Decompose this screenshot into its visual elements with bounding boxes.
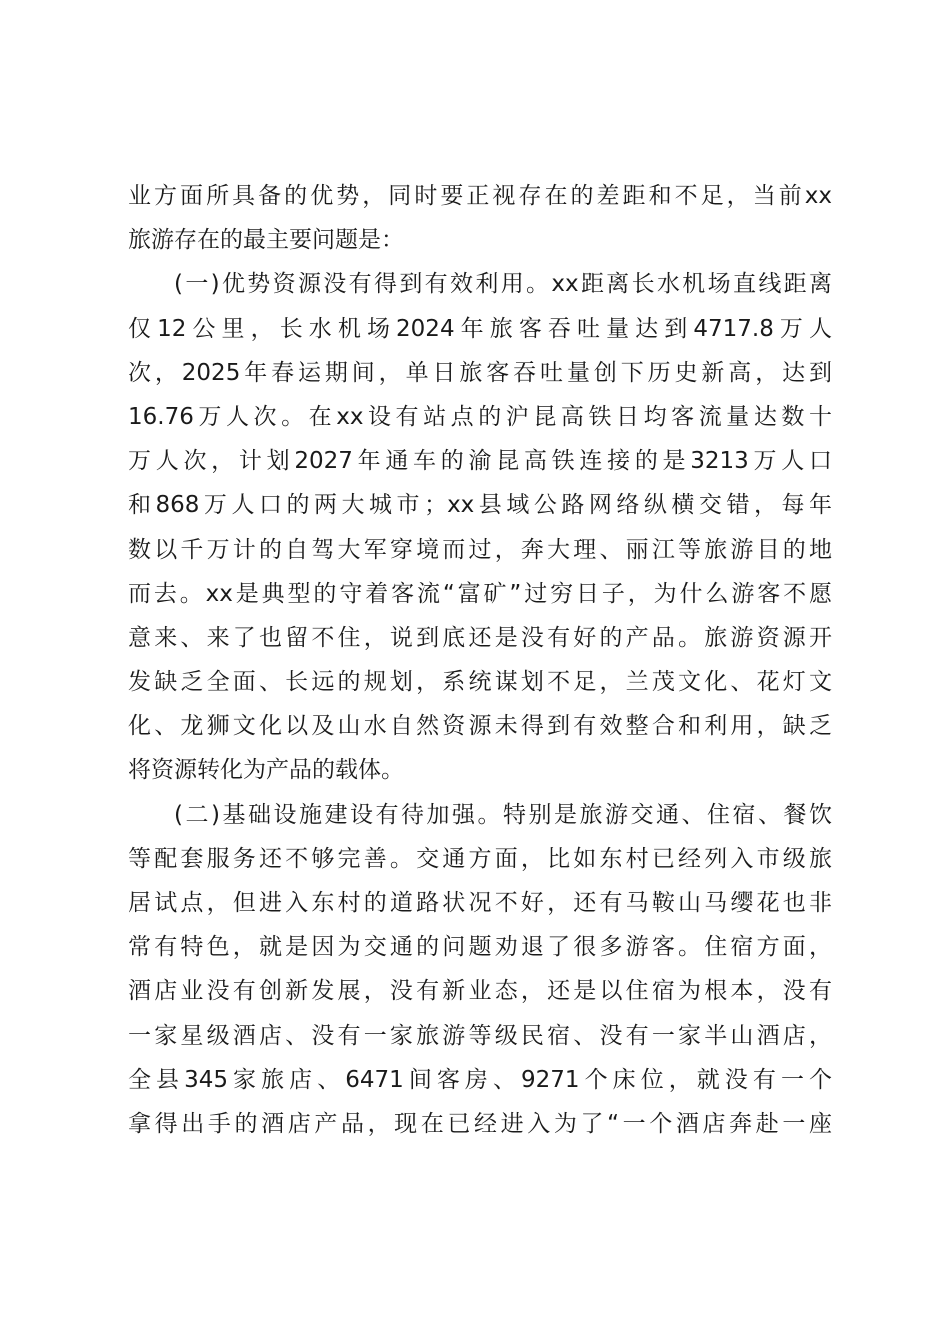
- text-line: 全县345家旅店、6471间客房、9271个床位，就没有一个: [128, 1066, 832, 1093]
- text-line: 意来、来了也留不住，说到底还是没有好的产品。旅游资源开: [128, 624, 832, 651]
- text-line: 旅游存在的最主要问题是：: [128, 227, 404, 254]
- paragraph-advantage-resources: [128, 262, 832, 792]
- text-line: 拿得出手的酒店产品，现在已经进入为了“一个酒店奔赴一座: [128, 1110, 832, 1137]
- text-line: 和868万人口的两大城市；xx县域公路网络纵横交错，每年: [128, 492, 832, 519]
- text-line: 业方面所具备的优势，同时要正视存在的差距和不足，当前xx: [128, 183, 832, 209]
- text-line: (一)优势资源没有得到有效利用。xx距离长水机场直线距离: [174, 271, 832, 298]
- text-line: (二)基础设施建设有待加强。特别是旅游交通、住宿、餐饮: [174, 801, 832, 828]
- text-line: 一家星级酒店、没有一家旅游等级民宿、没有一家半山酒店，: [128, 1022, 832, 1049]
- text-line: 仅12公里，长水机场2024年旅客吞吐量达到4717.8万人: [128, 315, 832, 342]
- text-line: 居试点，但进入东村的道路状况不好，还有马鞍山马缨花也非: [128, 890, 832, 916]
- text-line: 酒店业没有创新发展，没有新业态，还是以住宿为根本，没有: [128, 978, 832, 1005]
- text-line: 发缺乏全面、长远的规划，系统谋划不足，兰茂文化、花灯文: [128, 669, 832, 696]
- text-line: 数以千万计的自驾大军穿境而过，奔大理、丽江等旅游目的地: [128, 536, 832, 563]
- text-line: 次，2025年春运期间，单日旅客吞吐量创下历史新高，达到: [128, 359, 832, 386]
- text-line: 万人次，计划2027年通车的渝昆高铁连接的是3213万人口: [128, 448, 832, 475]
- paragraph-infrastructure: [128, 793, 832, 1147]
- text-line: 将资源转化为产品的载体。: [128, 757, 404, 784]
- text-line: 常有特色，就是因为交通的问题劝退了很多游客。住宿方面，: [128, 934, 832, 961]
- text-line: 16.76万人次。在xx设有站点的沪昆高铁日均客流量达数十: [128, 403, 832, 430]
- text-line: 化、龙狮文化以及山水自然资源未得到有效整合和利用，缺乏: [128, 713, 832, 740]
- text-line: 而去。xx是典型的守着客流“富矿”过穷日子，为什么游客不愿: [128, 580, 832, 607]
- text-line: 等配套服务还不够完善。交通方面，比如东村已经列入市级旅: [128, 845, 832, 872]
- paragraph-intro: [128, 174, 832, 262]
- document-body: [128, 174, 832, 1146]
